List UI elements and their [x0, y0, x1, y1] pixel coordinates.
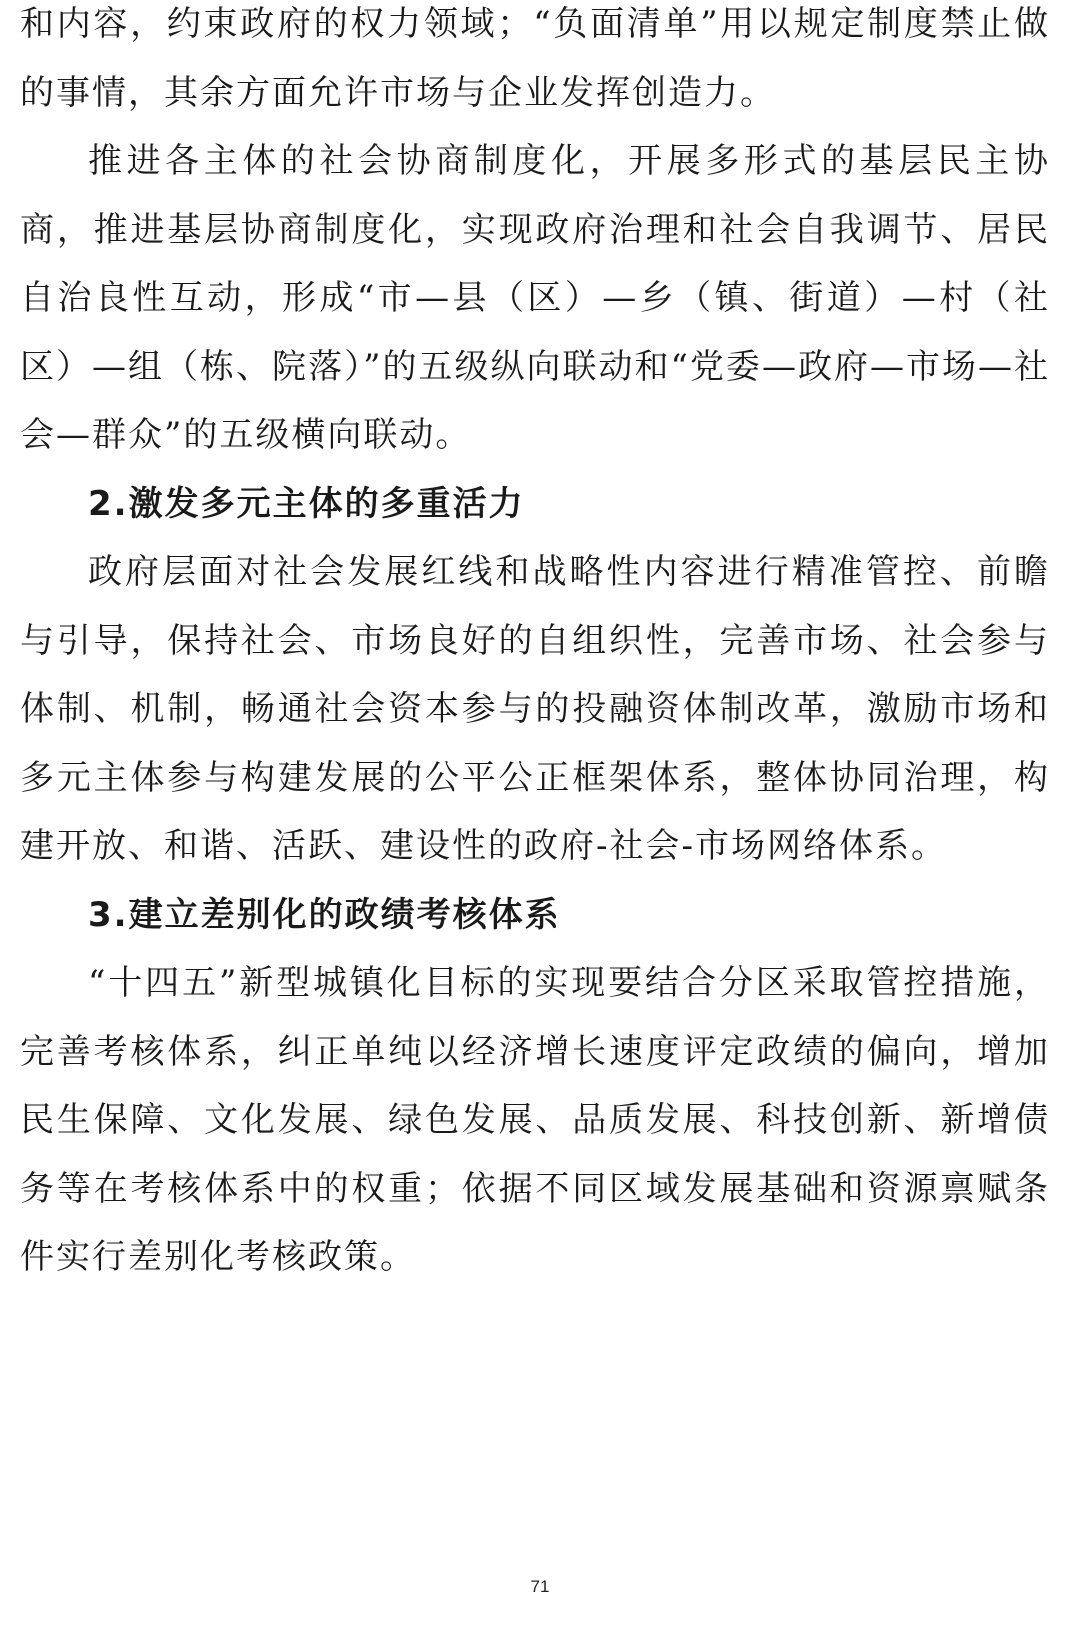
section-heading-3: 3.建立差别化的政绩考核体系: [88, 894, 561, 935]
section-heading-2: 2.激发多元主体的多重活力: [88, 483, 525, 524]
body-text: [20, 0, 1050, 1292]
paragraph-social-consultation: 推进各主体的社会协商制度化，开展多形式的基层民主协商，推进基层协商制度化，实现政府治理和社会自我调节、居民自治良性互动，形成“市—县（区）—乡（镇、街道）—村（社区）—组（栋、院落）”的五级纵向联动和“党委—政府—市场—社会—群众”的五级横向联动。: [20, 141, 1050, 455]
paragraph-negative-list: 和内容，约束政府的权力领域；“负面清单”用以规定制度禁止做的事情，其余方面允许市场与企业发挥创造力。: [20, 4, 1050, 113]
paragraph-multi-subject-vitality: 政府层面对社会发展红线和战略性内容进行精准管控、前瞻与引导，保持社会、市场良好的自组织性，完善市场、社会参与体制、机制，畅通社会资本参与的投融资体制改革，激励市场和多元主体参与构建发展的公平公正框架体系，整体协同治理，构建开放、和谐、活跃、建设性的政府-社会-市场网络体系。: [20, 552, 1050, 866]
paragraph-performance-assessment: “十四五”新型城镇化目标的实现要结合分区采取管控措施，完善考核体系，纠正单纯以经济增长速度评定政绩的偏向，增加民生保障、文化发展、绿色发展、品质发展、科技创新、新增债务等在考核体系中的权重；依据不同区域发展基础和资源禀赋条件实行差别化考核政策。: [20, 963, 1050, 1277]
page-number: 71: [530, 1577, 550, 1596]
